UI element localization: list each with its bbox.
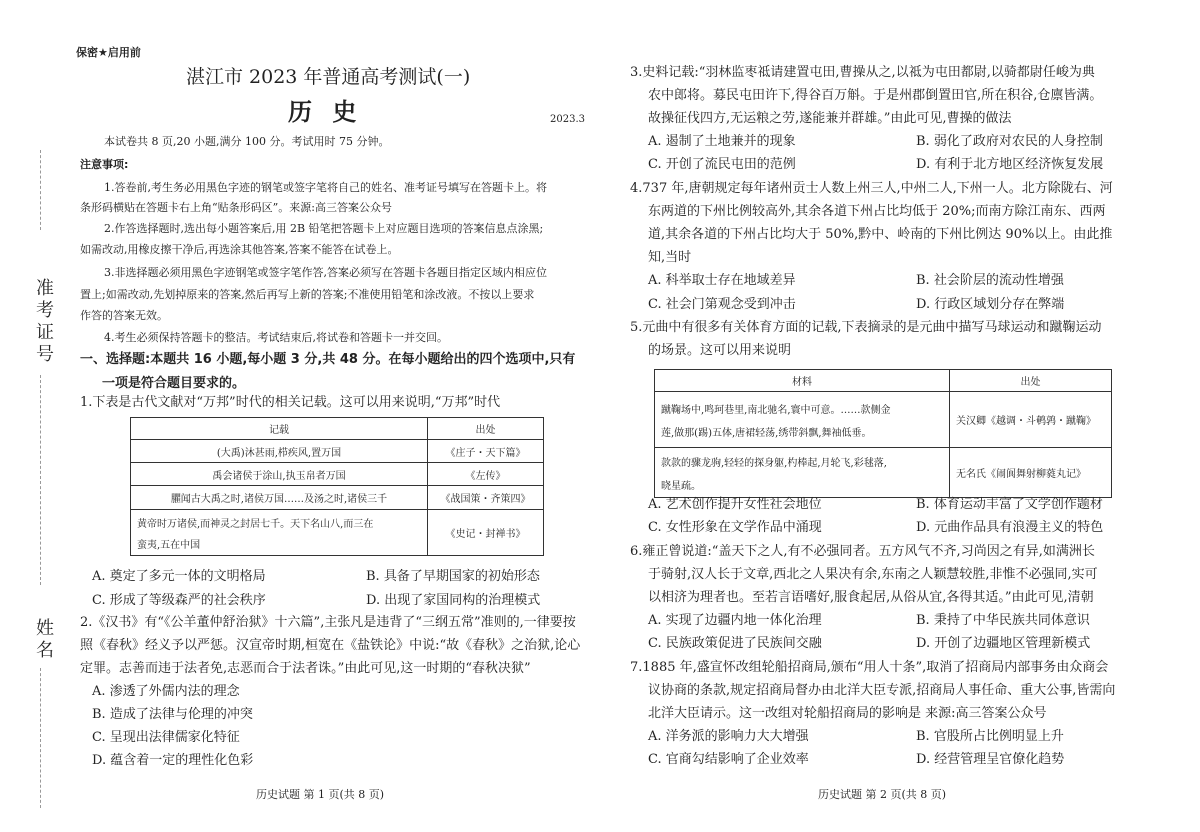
q5-option-d[interactable]: D. 元曲作品具有浪漫主义的特色 [916, 520, 1104, 535]
q6-option-b[interactable]: B. 秉持了中华民族共同体意识 [916, 613, 1090, 628]
intro-text: 本试卷共 8 页,20 小题,满分 100 分。考试用时 75 分钟。 [104, 135, 390, 148]
record-cell: (大禹)沐甚雨,栉疾风,置万国 [131, 440, 428, 463]
source-cell: 无名氏《闹阆舞射柳蕤丸记》 [950, 448, 1112, 498]
q7-option-d[interactable]: D. 经营管理呈官僚化趋势 [916, 752, 1065, 767]
material-line: 莲,做那(踢)五体,唐裙轻荡,绣带斜飘,舞袖低垂。 [661, 427, 872, 439]
notice-line: 置上;如需改动,先划掉原来的答案,然后再写上新的答案;不准使用铅笔和涂改液。不按以上要求 [80, 288, 535, 301]
q7-option-c[interactable]: C. 官商勾结影响了企业效率 [648, 752, 809, 767]
q4-option-a[interactable]: A. 科举取士存在地域差异 [648, 273, 796, 288]
q6-stem-line: 6.雍正曾说道:“盖天下之人,有不必强同者。五方风气不齐,习尚因之有异,如满洲长 [630, 544, 1095, 559]
notice-line: 2.作答选择题时,选出每小题答案后,用 2B 铅笔把答题卡上对应题目选项的答案信息点涂黑; [104, 222, 544, 235]
q3-option-a[interactable]: A. 遏制了土地兼并的现象 [648, 134, 796, 149]
q1-option-a[interactable]: A. 奠定了多元一体的文明格局 [92, 569, 266, 584]
record-cell: 禹会诸侯于涂山,执玉帛者万国 [131, 463, 428, 486]
table-header: 出处 [950, 370, 1112, 392]
q1-stem: 1.下表是古代文献对“万邦”时代的相关记载。这可以用来说明,“万邦”时代 [80, 395, 501, 410]
q6-option-a[interactable]: A. 实现了边疆内地一体化治理 [648, 613, 822, 628]
table-header: 材料 [655, 370, 950, 392]
notice-line: 条形码横贴在答题卡右上角“贴条形码区”。来源:高三答案公众号 [80, 201, 392, 214]
q3-option-c[interactable]: C. 开创了流民屯田的范例 [648, 157, 796, 172]
q4-stem-line: 4.737 年,唐朝规定每年诸州贡士人数上州三人,中州二人,下州一人。北方除陇右、河 [630, 181, 1113, 196]
notice-line: 4.考生必须保持答题卡的整洁。考试结束后,将试卷和答题卡一并交回。 [104, 331, 448, 344]
name-label: 姓名 [33, 618, 54, 662]
record-line: 黄帝时万诸侯,而神灵之封居七千。天下名山八,而三在 [137, 518, 374, 530]
q7-stem-line: 北洋大臣请示。这一改组对轮船招商局的影响是 来源:高三答案公众号 [648, 706, 1047, 721]
q1-option-d[interactable]: D. 出现了家国同构的治理模式 [366, 593, 541, 608]
q7-option-a[interactable]: A. 洋务派的影响力大大增强 [648, 729, 809, 744]
q6-option-c[interactable]: C. 民族政策促进了民族间交融 [648, 636, 822, 651]
material-line: 蹴鞠场中,鸣珂巷里,南北驰名,寰中可意。……款侧金 [661, 404, 891, 416]
binding-line-middle [40, 375, 41, 585]
source-cell: 《战国策・齐策四》 [428, 486, 544, 510]
table-row [131, 486, 544, 510]
q4-option-c[interactable]: C. 社会门第观念受到冲击 [648, 297, 796, 312]
notice-line: 作答的答案无效。 [80, 309, 168, 322]
q7-stem-line: 7.1885 年,盛宣怀改组轮船招商局,颁布“用人十条”,取消了招商局内部事务由众商会 [630, 660, 1109, 675]
q5-stem-line: 的场景。这可以用来说明 [648, 343, 792, 358]
notice-title: 注意事项: [80, 158, 129, 171]
binding-line-bottom [40, 668, 41, 808]
section-heading-cont: 一项是符合题目要求的。 [102, 376, 246, 391]
exam-id-label: 准考证号 [33, 278, 54, 366]
q2-stem-line: 定罪。志善而违于法者免,志恶而合于法者诛。”由此可见,这一时期的“春秋决狱” [80, 661, 531, 676]
q2-stem-line: 2.《汉书》有“《公羊董仲舒治狱》十六篇”,主张凡是违背了“三纲五常”准则的,一律要按 [80, 615, 576, 630]
table-row [655, 392, 1112, 448]
material-cell [655, 392, 950, 448]
q1-table [130, 417, 544, 556]
q2-option-c[interactable]: C. 呈现出法律儒家化特征 [92, 730, 240, 745]
table-row [131, 463, 544, 486]
section-heading: 一、选择题:本题共 16 小题,每小题 3 分,共 48 分。在每小题给出的四个选项中,只有 [80, 352, 576, 367]
table-row [655, 448, 1112, 498]
q4-option-d[interactable]: D. 行政区域划分存在弊端 [916, 297, 1065, 312]
record-line: 蛮夷,五在中国 [137, 539, 201, 551]
record-cell [131, 510, 428, 556]
q5-table [654, 369, 1112, 498]
subject-title: 历 史 [288, 97, 363, 126]
notice-line: 如需改动,用橡皮擦干净后,再选涂其他答案,答案不能答在试卷上。 [80, 243, 399, 256]
q2-option-b[interactable]: B. 造成了法律与伦理的冲突 [92, 707, 253, 722]
table-row [131, 440, 544, 463]
q1-option-b[interactable]: B. 具备了早期国家的初始形态 [366, 569, 540, 584]
notice-line: 3.非选择题必须用黑色字迹钢笔或签字笔作答,答案必须写在答题卡各题目指定区域内相应位 [104, 266, 547, 279]
source-cell: 《史记・封禅书》 [428, 510, 544, 556]
source-cell: 《庄子・天下篇》 [428, 440, 544, 463]
notice-line: 1.答卷前,考生务必用黑色字迹的钢笔或签字笔将自己的姓名、准考证号填写在答题卡上。将 [104, 181, 547, 194]
q6-option-d[interactable]: D. 开创了边疆地区管理新模式 [916, 636, 1091, 651]
q3-option-b[interactable]: B. 弱化了政府对农民的人身控制 [916, 134, 1103, 149]
q6-stem-line: 于骑射,汉人长于文章,西北之人果决有余,东南之人颖慧较胜,非惟不必强同,实可 [648, 567, 1098, 582]
material-cell [655, 448, 950, 498]
exam-title: 湛江市 2023 年普通高考测试(一) [186, 66, 471, 88]
q3-stem-line: 农中郎将。募民屯田许下,得谷百万斛。于是州郡倒置田官,所在积谷,仓廪皆满。 [648, 88, 1103, 103]
q4-stem-line: 道,其余各道的下州占比均大于 50%,黔中、岭南的下州比例达 90%以上。由此推 [648, 227, 1113, 242]
page-footer-left: 历史试题 第 1 页(共 8 页) [256, 788, 385, 801]
exam-date: 2023.3 [550, 114, 585, 125]
secret-label: 保密★启用前 [76, 46, 141, 59]
q3-stem-line: 故操征伐四方,无运粮之劳,遂能兼并群雄。”由此可见,曹操的做法 [648, 111, 1012, 126]
q4-option-b[interactable]: B. 社会阶层的流动性增强 [916, 273, 1064, 288]
record-cell: 臞闻古大禹之时,诸侯万国……及汤之时,诸侯三千 [131, 486, 428, 510]
q2-stem-line: 照《春秋》经义予以严惩。汉宣帝时期,桓宽在《盐铁论》中说:“故《春秋》之治狱,论心 [80, 638, 581, 653]
source-cell: 关汉卿《越调・斗鹌鹑・蹴鞠》 [950, 392, 1112, 448]
table-header: 记载 [131, 418, 428, 440]
q5-option-c[interactable]: C. 女性形象在文学作品中涌现 [648, 520, 822, 535]
q7-option-b[interactable]: B. 官股所占比例明显上升 [916, 729, 1064, 744]
q3-option-d[interactable]: D. 有利于北方地区经济恢复发展 [916, 157, 1104, 172]
page-footer-right: 历史试题 第 2 页(共 8 页) [818, 788, 947, 801]
source-cell: 《左传》 [428, 463, 544, 486]
q4-stem-line: 东两道的下州比例较高外,其余各道下州占比均低于 20%;而南方除江南东、西两 [648, 204, 1106, 219]
q2-option-a[interactable]: A. 渗透了外儒内法的理念 [92, 684, 240, 699]
q7-stem-line: 议协商的条款,规定招商局督办由北洋大臣专派,招商局人事任命、重大公事,皆需向 [648, 683, 1116, 698]
q1-option-c[interactable]: C. 形成了等级森严的社会秩序 [92, 593, 266, 608]
q5-stem-line: 5.元曲中有很多有关体育方面的记载,下表摘录的是元曲中描写马球运动和蹴鞠运动 [630, 320, 1102, 335]
q2-option-d[interactable]: D. 蕴含着一定的理性化色彩 [92, 753, 254, 768]
binding-line-top [40, 150, 41, 230]
table-row [131, 510, 544, 556]
q5-option-a[interactable]: A. 艺术创作提升女性社会地位 [648, 497, 822, 512]
q5-option-b[interactable]: B. 体育运动丰富了文学创作题材 [916, 497, 1103, 512]
q6-stem-line: 以相济为理者也。至若言语嗜好,服食起居,从俗从宜,各得其适。”由此可见,清朝 [648, 590, 1094, 605]
material-line: 晓星疏。 [661, 480, 701, 492]
table-header: 出处 [428, 418, 544, 440]
material-line: 款款的骤龙驹,轻轻的探身躯,杓棒起,月轮飞,彩毬落, [661, 457, 887, 469]
q3-stem-line: 3.史料记载:“羽林监枣祗请建置屯田,曹操从之,以祗为屯田都尉,以骑都尉任峻为典 [630, 65, 1095, 80]
q4-stem-line: 知,当时 [648, 250, 692, 265]
